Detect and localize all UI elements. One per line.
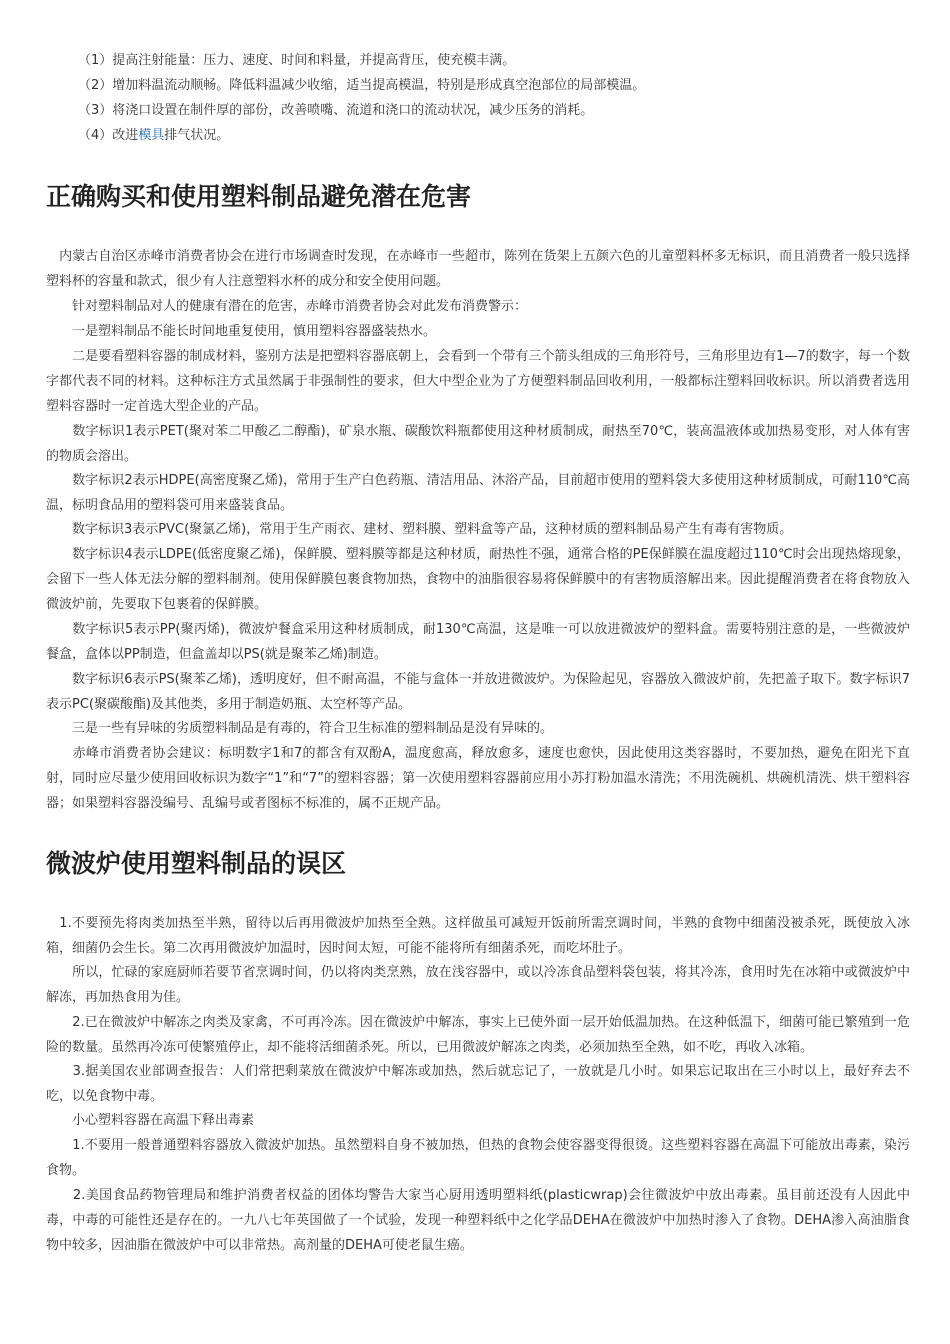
- paragraph: 赤峰市消费者协会建议：标明数字1和7的都含有双酚A，温度愈高，释放愈多，速度也愈快，因此使用这类容器时，不要加热，避免在阳光下直射，同时应尽量少使用回收标识为数字“1”和“7”的塑料容器；第一次使用塑料容器前应用小苏打粉加温水清洗；不用洗碗机、烘碗机清洗、烘干塑料容器；如果塑料容器没编号、乱编号或者图标不标准的，属不正规产品。: [46, 746, 910, 811]
- paragraph: 数字标识3表示PVC(聚氯乙烯)，常用于生产雨衣、建材、塑料膜、塑料盒等产品，这种材质的塑料制品易产生有毒有害物质。: [46, 522, 793, 537]
- paragraph: 所以，忙碌的家庭厨师若要节省烹调时间，仍以将肉类烹熟，放在浅容器中，或以冷冻食品塑料袋包装，将其冷冻，食用时先在冰箱中或微波炉中解冻，再加热食用为佳。: [46, 965, 910, 1005]
- paragraph: 针对塑料制品对人的健康有潜在的危害，赤峰市消费者协会对此发布消费警示：: [46, 299, 528, 314]
- paragraph: 二是要看塑料容器的制成材料，鉴别方法是把塑料容器底朝上，会看到一个带有三个箭头组成的三角形符号，三角形里边有1—7的数字，每一个数字都代表不同的材料。这种标注方式虽然属于非强制性的要求，但大中型企业为了方便塑料制品回收利用，一般都标注塑料回收标识。所以消费者选用塑料容器时一定首选大型企业的产品。: [46, 349, 910, 414]
- list-item: （2）增加料温流动顺畅。降低料温减少收缩，适当提高模温，特别是形成真空泡部位的局部模温。: [78, 78, 646, 93]
- paragraph: 内蒙古自治区赤峰市消费者协会在进行市场调查时发现，在赤峰市一些超市，陈列在货架上五颜六色的儿童塑料杯多无标识，而且消费者一般只选择塑料杯的容量和款式，很少有人注意塑料水杯的成分和安全使用问题。: [46, 249, 910, 289]
- section-title: 微波炉使用塑料制品的误区: [46, 849, 347, 878]
- paragraph: 1.不要用一般普通塑料容器放入微波炉加热。虽然塑料自身不被加热，但热的食物会使容器变得很烫。这些塑料容器在高温下可能放出毒素，染污食物。: [46, 1138, 910, 1178]
- paragraph: 3.据美国农业部调查报告：人们常把剩菜放在微波炉中解冻或加热，然后就忘记了，一放就是几小时。如果忘记取出在三小时以上，最好弃去不吃，以免食物中毒。: [46, 1064, 910, 1104]
- paragraph: 一是塑料制品不能长时间地重复使用，慎用塑料容器盛装热水。: [46, 324, 437, 339]
- paragraph: 数字标识5表示PP(聚丙烯)，微波炉餐盒采用这种材质制成，耐130℃高温，这是唯一可以放进微波炉的塑料盒。需要特别注意的是，一些微波炉餐盒，盒体以PP制造，但盒盖却以PS(就是聚苯乙烯)制造。: [46, 622, 910, 662]
- list-item: （3）将浇口设置在制件厚的部份，改善喷嘴、流道和浇口的流动状况，减少压务的消耗。: [78, 103, 594, 118]
- list-item: （1）提高注射能量：压力、速度、时间和料量，并提高背压，使充模丰满。: [78, 53, 516, 68]
- paragraph: 2.已在微波炉中解冻之肉类及家禽，不可再冷冻。因在微波炉中解冻，事实上已使外面一层开始低温加热。在这种低温下，细菌可能已繁殖到一危险的数量。虽然再冷冻可使繁殖停止，却不能将活细菌杀死。所以，已用微波炉解冻之肉类，必须加热至全熟，如不吃，再收入冰箱。: [46, 1015, 910, 1055]
- paragraph: 2.美国食品药物管理局和维护消费者权益的团体均警告大家当心厨用透明塑料纸(plasticwrap)会往微波炉中放出毒素。虽目前还没有人因此中毒，中毒的可能性还是存在的。一九八七年英国做了一个试验，发现一种塑料纸中之化学品DEHA在微波炉中加热时渗入了食物。DEHA渗入高油脂食物中较多，因油脂在微波炉中可以非常热。高剂量的DEHA可使老鼠生癌。: [46, 1188, 910, 1253]
- section-title: 正确购买和使用塑料制品避免潜在危害: [46, 182, 472, 211]
- paragraph: 1.不要预先将肉类加热至半熟，留待以后再用微波炉加热至全熟。这样做虽可减短开饭前所需烹调时间，半熟的食物中细菌没被杀死，既使放入冰箱，细菌仍会生长。第二次再用微波炉加温时，因时间太短，可能不能将所有细菌杀死，而吃坏肚子。: [46, 916, 910, 956]
- paragraph: 数字标识1表示PET(聚对苯二甲酸乙二醇酯)，矿泉水瓶、碳酸饮料瓶都使用这种材质制成，耐热至70℃，装高温液体或加热易变形，对人体有害的物质会溶出。: [46, 424, 910, 464]
- list-item-text: （4）改进: [78, 128, 139, 143]
- paragraph: 数字标识4表示LDPE(低密度聚乙烯)，保鲜膜、塑料膜等都是这种材质，耐热性不强，通常合格的PE保鲜膜在温度超过110℃时会出现热熔现象，会留下一些人体无法分解的塑料制剂。使用保鲜膜包裹食物加热，食物中的油脂很容易将保鲜膜中的有害物质溶解出来。因此提醒消费者在将食物放入微波炉前，先要取下包裹着的保鲜膜。: [46, 547, 910, 612]
- paragraph: 数字标识2表示HDPE(高密度聚乙烯)，常用于生产白色药瓶、清洁用品、沐浴产品，目前超市使用的塑料袋大多使用这种材质制成，可耐110℃高温，标明食品用的塑料袋可用来盛装食品。: [46, 473, 910, 513]
- paragraph: 小心塑料容器在高温下释出毒素: [46, 1113, 255, 1128]
- list-item-text: 排气状况。: [164, 128, 230, 143]
- paragraph: 数字标识6表示PS(聚苯乙烯)，透明度好，但不耐高温，不能与盒体一并放进微波炉。为保险起见，容器放入微波炉前，先把盖子取下。数字标识7表示PC(聚碳酸酯)及其他类，多用于制造奶瓶、太空杯等产品。: [46, 672, 910, 712]
- paragraph: 三是一些有异味的劣质塑料制品是有毒的，符合卫生标准的塑料制品是没有异味的。: [46, 721, 554, 736]
- mold-link[interactable]: 模具: [138, 128, 165, 143]
- list-item: [78, 127, 229, 144]
